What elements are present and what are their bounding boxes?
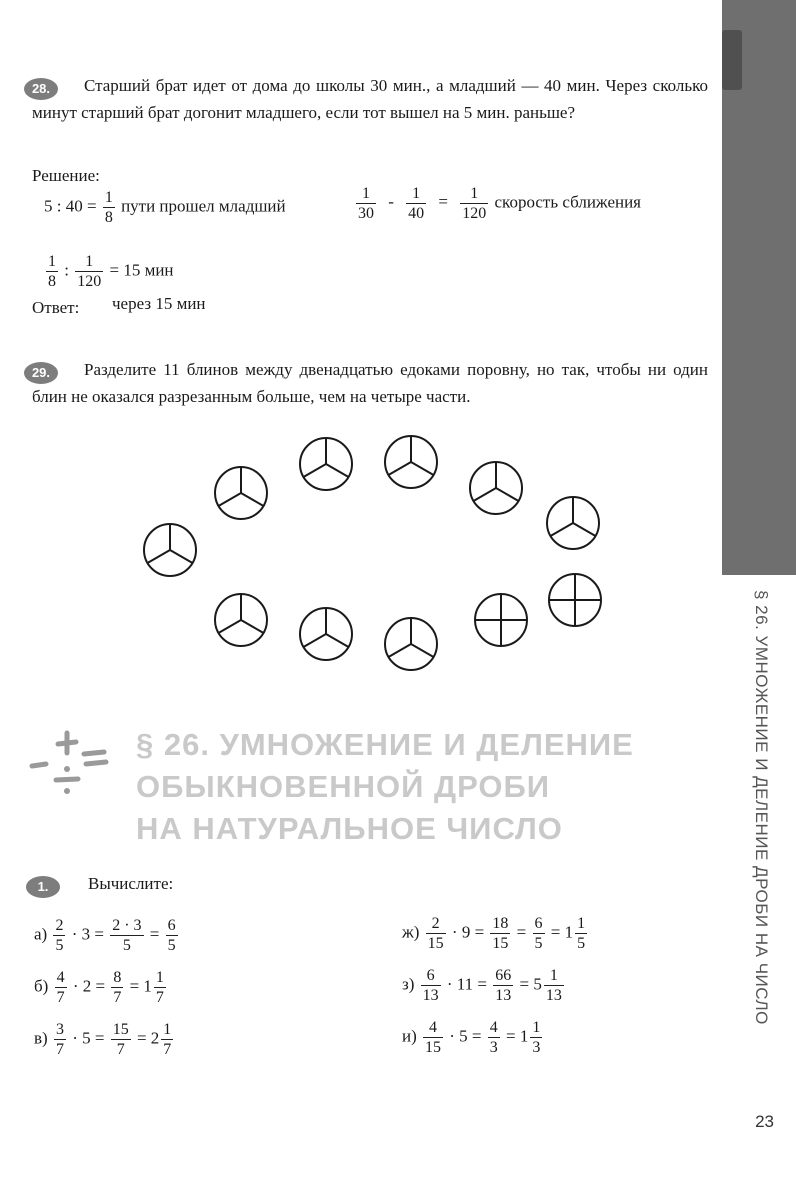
math-operations-icon — [28, 728, 118, 808]
exercise-item-v: в) $\frac{3}{7}$ · 5 = $\frac{15}{7}$ = 2 $\frac{1}{7}$ — [34, 1021, 172, 1058]
exercise-item-zh: ж) $\frac{2}{15}$ · 9 = $\frac{18}{15}$ = $\frac{6}{5}$ = 1 $\frac{1}{5}$ — [402, 915, 586, 952]
minus-sign: - — [388, 192, 394, 212]
solution-step-2 — [354, 184, 641, 223]
section-title: § 26. УМНОЖЕНИЕ И ДЕЛЕНИЕ ОБЫКНОВЕННОЙ ДРОБИ НА НАТУРАЛЬНОЕ ЧИСЛО — [136, 727, 634, 846]
pancake — [470, 462, 522, 514]
step2-text: скорость сближения — [494, 192, 641, 212]
problem-29-badge: 29. — [24, 362, 58, 384]
page-number: 23 — [755, 1112, 774, 1131]
sidebar-section-title: § 26. УМНОЖЕНИЕ И ДЕЛЕНИЕ ДРОБИ НА ЧИСЛО — [752, 590, 771, 1025]
exercise-item-b: б) $\frac{4}{7}$ · 2 = $\frac{8}{7}$ = 1 $\frac{1}{7}$ — [34, 969, 164, 1006]
colon: : — [64, 260, 69, 280]
fraction: $\frac{1}{30}$ — [358, 185, 374, 222]
fraction: $\frac{1}{40}$ — [408, 185, 425, 222]
pancake — [475, 594, 527, 646]
exercise-item-i: и) $\frac{4}{15}$ · 5 = $\frac{4}{3}$ = 1 $\frac{1}{3}$ — [402, 1019, 541, 1056]
pancake — [215, 467, 267, 519]
solution-label: Решение: — [32, 166, 100, 185]
pancake — [300, 438, 352, 490]
pancake — [549, 574, 601, 626]
problem-28-badge: 28. — [24, 78, 58, 100]
problem-28-text: Старший брат идет от дома до школы 30 мин., а младший — 40 мин. Через сколько минут старший брат догонит младшего, если тот вышел на 5 мин. раньше? — [32, 76, 708, 122]
exercise-item-z: з) $\frac{6}{13}$ · 11 = $\frac{66}{13}$ = 5 $\frac{1}{13}$ — [402, 967, 562, 1004]
exercise-1-title: Вычислите: — [88, 874, 174, 893]
solution-step-1 — [44, 188, 286, 227]
solution-step-3 — [44, 252, 174, 291]
sidebar-tab — [722, 30, 742, 90]
exercise-1-badge: 1. — [26, 876, 60, 898]
fraction: $\frac{1}{8}$ — [104, 189, 113, 226]
step1-left: 5 : 40 = — [44, 196, 97, 216]
fraction: $\frac{1}{120}$ — [462, 185, 487, 222]
fraction: $\frac{1}{120}$ — [77, 253, 102, 290]
answer-text: через 15 мин — [112, 294, 206, 313]
pancake — [385, 618, 437, 670]
problem-29-text: Разделите 11 блинов между двенадцатью едоками поровну, но так, чтобы ни один блин не оказался разрезанным больше, чем на четыре части. — [32, 360, 708, 406]
step3-result: = 15 мин — [109, 260, 174, 280]
equals-sign: = — [438, 192, 449, 212]
pancake — [385, 436, 437, 488]
pancake — [144, 524, 196, 576]
pancake — [300, 608, 352, 660]
step1-text: пути прошел младший — [121, 196, 286, 216]
answer-label: Ответ: — [32, 298, 80, 317]
pancakes-diagram — [0, 420, 720, 690]
pancake — [215, 594, 267, 646]
exercise-item-a: а) $\frac{2}{5}$ · 3 = $\frac{2 \cdot 3}{5}$ = $\frac{6}{5}$ — [34, 917, 176, 954]
pancake — [547, 497, 599, 549]
fraction: $\frac{1}{8}$ — [48, 253, 56, 290]
